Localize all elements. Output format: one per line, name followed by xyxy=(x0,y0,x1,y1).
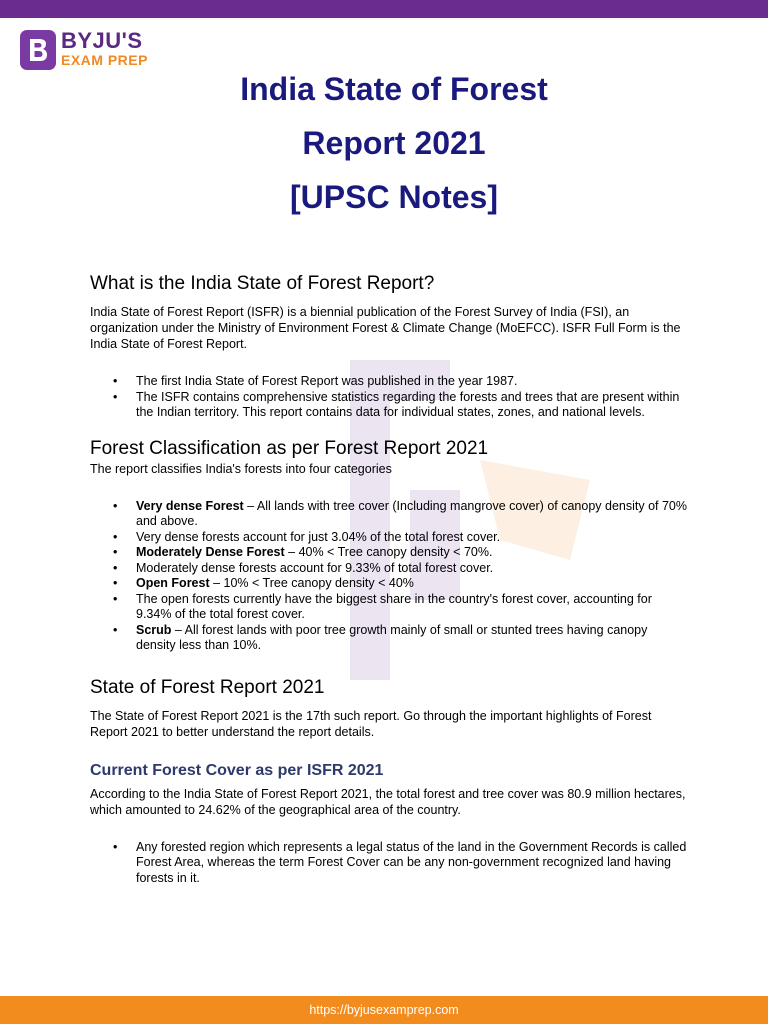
title-line-1: India State of Forest xyxy=(240,71,548,107)
section-heading-classification: Forest Classification as per Forest Report 2021 xyxy=(90,437,489,459)
subheading-current-cover: Current Forest Cover as per ISFR 2021 xyxy=(90,761,384,779)
list-item: • The first India State of Forest Report was published in the year 1987. xyxy=(113,374,690,390)
list-item: • Moderately dense forests account for 9.33% of total forest cover. xyxy=(113,561,690,577)
current-paragraph: According to the India State of Forest Report 2021, the total forest and tree cover was 80.9 million hectares, which amounted to 24.62% of the geographical area of the country. xyxy=(90,786,686,817)
term-label: Scrub xyxy=(136,622,172,637)
what-is-bullets xyxy=(113,374,690,421)
list-item: • The open forests currently have the biggest share in the country's forest cover, accounting for 9.34% of the total forest cover. xyxy=(113,592,690,623)
top-bar xyxy=(0,0,768,18)
list-item: • Scrub – All forest lands with poor tree growth mainly of small or stunted trees having canopy density less than 10%. xyxy=(113,623,690,654)
section-heading-sofr: State of Forest Report 2021 xyxy=(90,676,325,698)
footer-bar xyxy=(0,996,768,1024)
list-item: • Moderately Dense Forest – 40% < Tree canopy density < 70%. xyxy=(113,545,690,561)
term-label: Open Forest xyxy=(136,576,210,590)
sofr-paragraph: The State of Forest Report 2021 is the 17th such report. Go through the important highlights of Forest Report 2021 to better understand the report details. xyxy=(90,708,652,739)
what-is-paragraph: India State of Forest Report (ISFR) is a biennial publication of the Forest Survey of India (FSI), an organization under the Ministry of Environment Forest & Climate Change (MoEFCC). ISFR Full Form is the India State of Forest Report. xyxy=(90,305,681,351)
current-bullets xyxy=(113,840,690,887)
list-item: • Any forested region which represents a legal status of the land in the Government Records is called Forest Area, whereas the term Forest Cover can be any non-government recognized land having forests in it. xyxy=(113,840,690,887)
title-line-2: Report 2021 xyxy=(302,125,486,161)
logo-subtitle: EXAM PREP xyxy=(61,52,148,68)
classification-intro: The report classifies India's forests into four categories xyxy=(90,461,392,476)
list-item: • Open Forest – 10% < Tree canopy density < 40% xyxy=(113,576,690,592)
page-title xyxy=(0,62,768,224)
footer-link[interactable]: https://byjusexamprep.com xyxy=(309,1003,459,1017)
list-item: • Very dense Forest – All lands with tree cover (Including mangrove cover) of canopy density of 70% and above. xyxy=(113,499,690,530)
list-item: • The ISFR contains comprehensive statistics regarding the forests and trees that are present within the Indian territory. This report contains data for individual states, zones, and national levels. xyxy=(113,390,690,421)
classification-bullets xyxy=(113,499,690,654)
section-heading-what-is: What is the India State of Forest Report? xyxy=(90,273,435,294)
list-item: • Very dense forests account for just 3.04% of the total forest cover. xyxy=(113,530,690,546)
title-line-3: [UPSC Notes] xyxy=(289,179,498,215)
term-label: Moderately Dense Forest xyxy=(136,545,285,559)
content xyxy=(90,272,690,886)
term-label: Very dense Forest xyxy=(136,498,244,513)
logo-brand: BYJU'S xyxy=(61,28,143,53)
